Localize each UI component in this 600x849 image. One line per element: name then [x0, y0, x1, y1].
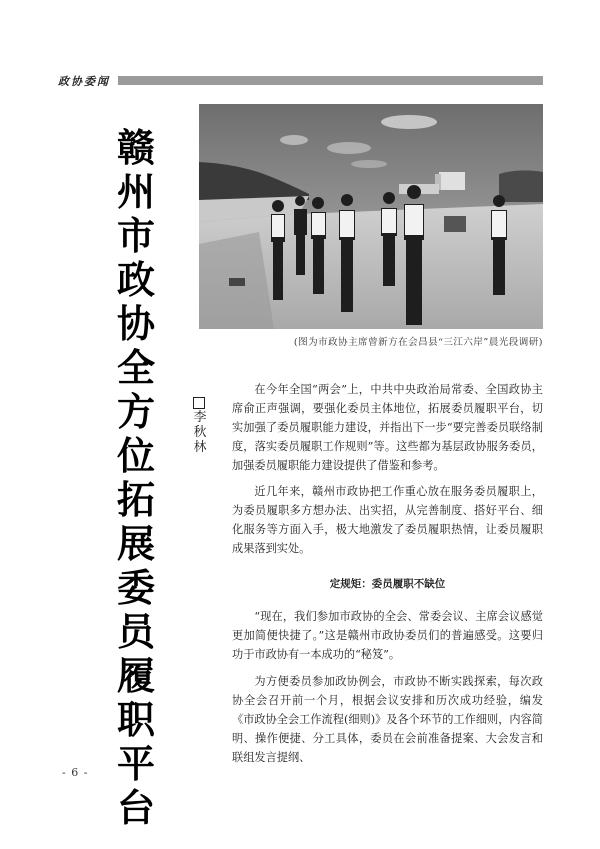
title-char: 政	[116, 258, 155, 302]
title-char: 拓	[116, 478, 155, 522]
paragraph-text: “现在，我们参加市政协的全会、常委会议、主席会议感觉更加简便快捷了。”这是赣州市政协委员们的普遍感受。这要归功于市政协有一本成功的“秘笈”。	[232, 610, 543, 661]
title-char: 展	[116, 522, 155, 566]
title-char: 赣	[116, 126, 155, 170]
photo-caption: (图为市政协主席曾新方在会昌县“三江六岸”晨光段调研)	[293, 337, 543, 348]
title-char: 位	[116, 434, 155, 478]
paragraph-text: 在今年全国“两会”上，中共中央政治局常委、全国政协主席俞正声强调，要强化委员主体地位，拓展委员履职平台，切实加强了委员履职能力建设，并指出下一步“要完善委员联络制度，落实委员履职工作规则”等。这些都为基层政协服务委员，加强委员履职能力建设提供了借鉴和参考。	[232, 383, 543, 472]
title-char: 职	[116, 698, 155, 742]
paragraph-text: 为方便委员参加政协例会，市政协不断实践探索，每次政协全会召开前一个月，根据会议安排和历次成功经验，编发《市政协全会工作流程(细则)》及各个环节的工作细则，内容简明、操作便捷、分工具体，委员在会前准备提案、大会发言和联组发言提纲、	[232, 675, 543, 764]
title-char: 市	[116, 214, 155, 258]
author-name	[192, 410, 208, 455]
title-char: 全	[116, 346, 155, 390]
title-char: 委	[116, 566, 155, 610]
author-char: 李	[193, 410, 207, 425]
title-char: 协	[116, 302, 155, 346]
section-subheading: 定规矩：委员履职不缺位	[329, 578, 446, 590]
article-title	[116, 126, 156, 830]
body-paragraph-2	[232, 482, 543, 558]
title-char: 履	[116, 654, 155, 698]
page-number: - 6 -	[62, 766, 89, 779]
title-char: 台	[116, 786, 155, 830]
author-char: 秋	[193, 425, 207, 440]
photo-illustration	[199, 104, 543, 329]
section-label: 政协委闻	[58, 75, 110, 88]
body-paragraph-1	[232, 380, 543, 475]
author-char: 林	[193, 440, 207, 455]
header-bar	[118, 76, 543, 85]
body-paragraph-3	[232, 607, 543, 664]
title-char: 平	[116, 742, 155, 786]
title-char: 州	[116, 170, 155, 214]
article-photo	[199, 104, 543, 329]
author-box-icon	[193, 397, 205, 409]
paragraph-text: 近几年来，赣州市政协把工作重心放在服务委员履职上，为委员履职多方想办法、出实招，从完善制度、搭好平台、细化服务等方面入手，极大地激发了委员履职热情，让委员履职成果落到实处。	[232, 485, 543, 555]
title-char: 方	[116, 390, 155, 434]
body-paragraph-4	[232, 672, 543, 767]
title-char: 员	[116, 610, 155, 654]
